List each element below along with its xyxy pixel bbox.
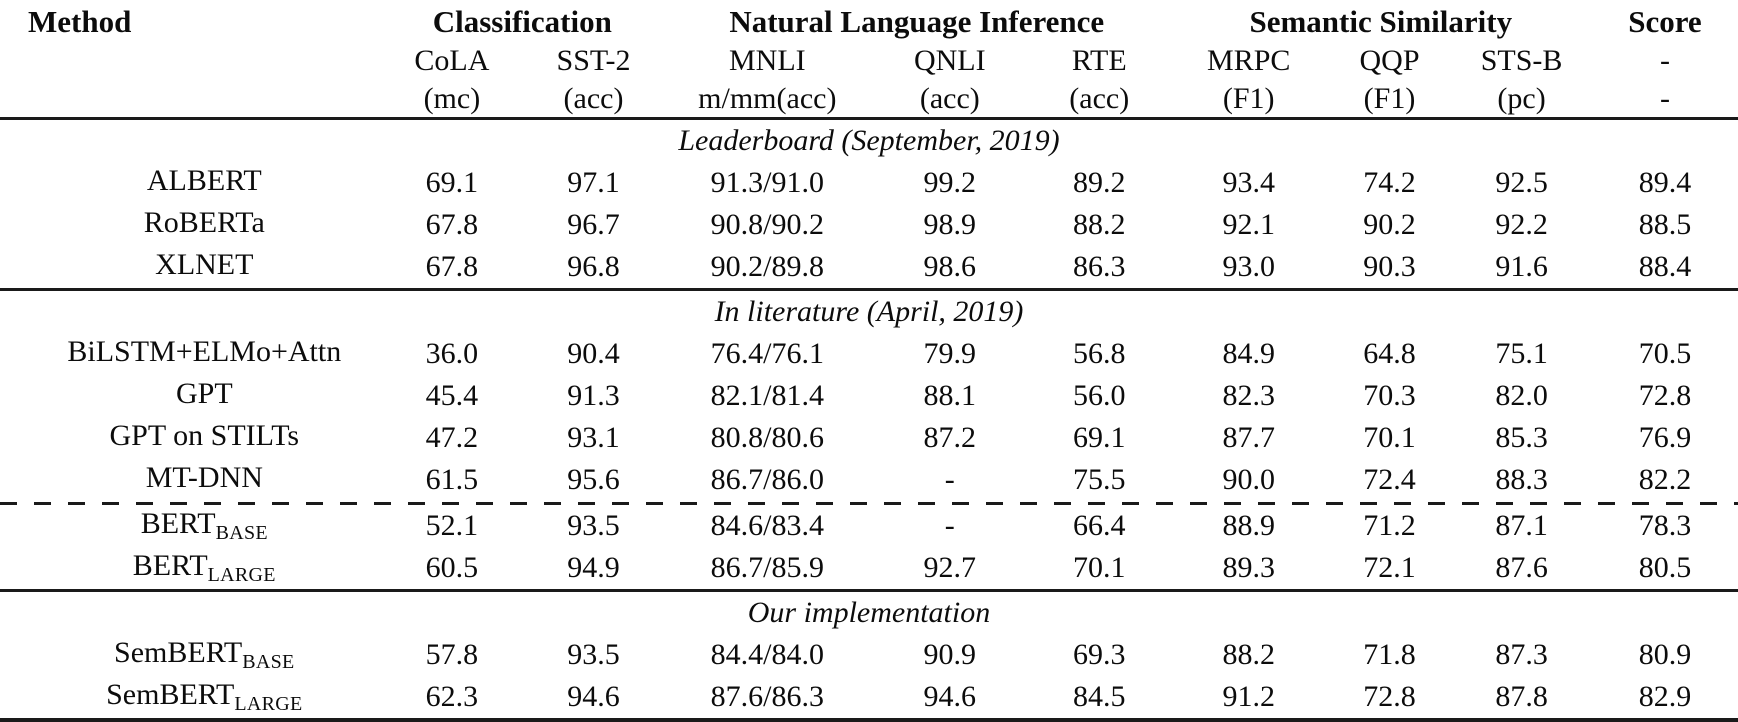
method-name: MT-DNN: [145, 461, 263, 494]
value-cell-score: 80.5: [1638, 551, 1692, 584]
value-cell-score: 89.4: [1638, 166, 1692, 199]
section-title: Leaderboard (September, 2019): [678, 124, 1060, 157]
task-header-qnli: QNLI: [913, 44, 986, 77]
value-cell-sst2: 93.5: [567, 509, 620, 542]
method-name: ALBERT: [146, 164, 262, 197]
task-header-mnli: MNLI: [728, 44, 806, 77]
task-header-rte: RTE: [1071, 44, 1127, 77]
value-cell-rte: 56.8: [1073, 337, 1126, 370]
value-cell-rte: 84.5: [1073, 680, 1126, 713]
group-header-score: Score: [1628, 4, 1702, 39]
task-header-empty: [0, 42, 381, 80]
value-cell-sst2: 91.3: [567, 379, 620, 412]
value-cell-mrpc: 90.0: [1222, 463, 1275, 496]
value-cell-stsb: 92.5: [1495, 166, 1548, 199]
task-header-sst2: SST-2: [556, 44, 631, 77]
value-cell-score: 70.5: [1638, 337, 1692, 370]
method-name: SemBERT: [106, 678, 235, 711]
value-cell-mrpc: 88.9: [1222, 509, 1275, 542]
method-name: XLNET: [155, 248, 254, 281]
value-cell-qqp: 72.1: [1363, 551, 1416, 584]
value-cell-qqp: 90.2: [1363, 208, 1416, 241]
task-header-qqp: QQP: [1359, 44, 1420, 77]
value-cell-sst2: 94.6: [567, 680, 620, 713]
value-cell-rte: 88.2: [1073, 208, 1126, 241]
section-header-leaderboard: [0, 119, 1738, 163]
value-cell-mnli: 76.4/76.1: [710, 337, 824, 370]
value-cell-qqp: 71.2: [1363, 509, 1416, 542]
method-cell: [0, 505, 381, 547]
value-cell-cola: 36.0: [425, 337, 479, 370]
method-subscript: BASE: [242, 651, 295, 673]
section-header-our-implementation: [0, 591, 1738, 635]
method-name: BiLSTM+ELMo+Attn: [67, 335, 342, 368]
table-row-roberta: [0, 204, 1738, 246]
value-cell-sst2: 90.4: [567, 337, 620, 370]
value-cell-mrpc: 93.4: [1222, 166, 1275, 199]
task-header-cola: CoLA: [414, 44, 490, 77]
metric-header-empty: [0, 80, 381, 119]
value-cell-mrpc: 88.2: [1222, 638, 1275, 671]
value-cell-stsb: 91.6: [1495, 250, 1548, 283]
value-cell-qqp: 64.8: [1363, 337, 1416, 370]
section-title: In literature (April, 2019): [0, 290, 1738, 334]
method-cell: [0, 547, 381, 591]
value-cell-score: 88.5: [1638, 208, 1692, 241]
value-cell-sst2: 96.8: [567, 250, 620, 283]
value-cell-qnli: -: [944, 463, 955, 496]
value-cell-qnli: 90.9: [923, 638, 977, 671]
value-cell-qnli: 88.1: [923, 379, 977, 412]
value-cell-rte: 66.4: [1073, 509, 1126, 542]
value-cell-mnli: 87.6/86.3: [710, 680, 824, 713]
value-cell-mnli: 82.1/81.4: [710, 379, 824, 412]
table-row-bert-large: [0, 547, 1738, 591]
value-cell-rte: 69.1: [1073, 421, 1126, 454]
value-cell-score: 88.4: [1638, 250, 1692, 283]
value-cell-qqp: 71.8: [1363, 638, 1416, 671]
value-cell-score: 76.9: [1638, 421, 1692, 454]
group-header-semantic-similarity: Semantic Similarity: [1249, 4, 1513, 39]
value-cell-cola: 60.5: [425, 551, 479, 584]
group-header-nli: Natural Language Inference: [729, 4, 1105, 39]
value-cell-qnli: -: [944, 509, 955, 542]
task-header-stsb: STS-B: [1480, 44, 1563, 77]
value-cell-qqp: 72.4: [1363, 463, 1416, 496]
metric-header-stsb: (pc): [1451, 80, 1592, 119]
method-name: SemBERT: [114, 636, 243, 669]
value-cell-cola: 67.8: [425, 250, 479, 283]
value-cell-mnli: 86.7/85.9: [710, 551, 824, 584]
method-cell: [0, 375, 381, 417]
value-cell-sst2: 93.1: [567, 421, 620, 454]
table-row-bert-base: [0, 505, 1738, 547]
table-row-albert: [0, 162, 1738, 204]
value-cell-mrpc: 89.3: [1222, 551, 1275, 584]
metric-header-sst2: (acc): [523, 80, 664, 119]
value-cell-stsb: 87.1: [1495, 509, 1548, 542]
value-cell-score: 72.8: [1638, 379, 1692, 412]
value-cell-mnli: 86.7/86.0: [710, 463, 824, 496]
value-cell-sst2: 94.9: [567, 551, 620, 584]
value-cell-cola: 52.1: [425, 509, 479, 542]
table-row-mt-dnn: [0, 459, 1738, 501]
value-cell-mrpc: 82.3: [1222, 379, 1275, 412]
metric-header-row: [0, 80, 1738, 119]
value-cell-stsb: 87.6: [1495, 551, 1548, 584]
metric-header-mrpc: (F1): [1170, 80, 1328, 119]
value-cell-mrpc: 93.0: [1222, 250, 1275, 283]
value-cell-score: 78.3: [1638, 509, 1692, 542]
value-cell-stsb: 85.3: [1495, 421, 1548, 454]
value-cell-sst2: 93.5: [567, 638, 620, 671]
value-cell-qqp: 74.2: [1363, 166, 1416, 199]
method-cell: [0, 676, 381, 720]
group-header-classification: Classification: [432, 4, 612, 39]
value-cell-stsb: 87.3: [1495, 638, 1548, 671]
value-cell-cola: 61.5: [425, 463, 479, 496]
method-cell: [0, 417, 381, 459]
method-subscript: BASE: [215, 522, 268, 544]
method-cell: [0, 204, 381, 246]
value-cell-qnli: 94.6: [923, 680, 977, 713]
metric-header-cola: (mc): [381, 80, 524, 119]
value-cell-rte: 70.1: [1073, 551, 1126, 584]
table-row-gpt-on-stilts: [0, 417, 1738, 459]
table-row-sembert-large: [0, 676, 1738, 720]
method-cell: [0, 246, 381, 290]
value-cell-score: 80.9: [1638, 638, 1692, 671]
value-cell-rte: 89.2: [1073, 166, 1126, 199]
method-name: GPT on STILTs: [109, 419, 300, 452]
table-row-sembert-base: [0, 634, 1738, 676]
method-subscript: LARGE: [207, 564, 276, 586]
value-cell-mnli: 90.8/90.2: [710, 208, 824, 241]
value-cell-qqp: 90.3: [1363, 250, 1416, 283]
value-cell-mnli: 84.6/83.4: [710, 509, 824, 542]
value-cell-sst2: 97.1: [567, 166, 620, 199]
method-cell: [0, 634, 381, 676]
glue-results-table: [0, 2, 1738, 722]
col-header-method: Method: [28, 4, 132, 39]
metric-header-qqp: (F1): [1328, 80, 1451, 119]
value-cell-sst2: 95.6: [567, 463, 620, 496]
metric-header-score: -: [1592, 80, 1738, 119]
value-cell-rte: 56.0: [1073, 379, 1126, 412]
value-cell-mnli: 90.2/89.8: [710, 250, 824, 283]
value-cell-qqp: 70.1: [1363, 421, 1416, 454]
value-cell-cola: 45.4: [425, 379, 479, 412]
value-cell-stsb: 92.2: [1495, 208, 1548, 241]
value-cell-score: 82.9: [1638, 680, 1692, 713]
metric-header-qnli: (acc): [871, 80, 1029, 119]
value-cell-stsb: 87.8: [1495, 680, 1548, 713]
metric-header-mnli: m/mm(acc): [664, 80, 871, 119]
section-title: Our implementation: [0, 591, 1738, 635]
value-cell-rte: 86.3: [1073, 250, 1126, 283]
value-cell-mrpc: 92.1: [1222, 208, 1275, 241]
value-cell-mrpc: 84.9: [1222, 337, 1275, 370]
value-cell-cola: 47.2: [425, 421, 479, 454]
value-cell-cola: 69.1: [425, 166, 479, 199]
value-cell-cola: 67.8: [425, 208, 479, 241]
value-cell-qqp: 72.8: [1363, 680, 1416, 713]
value-cell-rte: 75.5: [1073, 463, 1126, 496]
value-cell-cola: 57.8: [425, 638, 479, 671]
method-cell: [0, 459, 381, 501]
value-cell-stsb: 82.0: [1495, 379, 1548, 412]
section-header-literature: [0, 290, 1738, 334]
group-header-row: [0, 2, 1738, 42]
table-row-gpt: [0, 375, 1738, 417]
value-cell-qnli: 79.9: [923, 337, 977, 370]
value-cell-mnli: 91.3/91.0: [710, 166, 824, 199]
value-cell-qnli: 87.2: [923, 421, 977, 454]
method-cell: [0, 333, 381, 375]
method-subscript: LARGE: [234, 693, 303, 715]
value-cell-mrpc: 87.7: [1222, 421, 1275, 454]
table-row-bilstm-elmo-attn: [0, 333, 1738, 375]
value-cell-stsb: 75.1: [1495, 337, 1548, 370]
value-cell-mnli: 80.8/80.6: [710, 421, 824, 454]
value-cell-sst2: 96.7: [567, 208, 620, 241]
method-name: RoBERTa: [143, 206, 265, 239]
value-cell-qqp: 70.3: [1363, 379, 1416, 412]
value-cell-qnli: 92.7: [923, 551, 977, 584]
method-name: BERT: [140, 507, 216, 540]
value-cell-mrpc: 91.2: [1222, 680, 1275, 713]
method-name: BERT: [132, 549, 208, 582]
method-name: GPT: [175, 377, 233, 410]
task-header-mrpc: MRPC: [1207, 44, 1291, 77]
value-cell-stsb: 88.3: [1495, 463, 1548, 496]
method-cell: [0, 162, 381, 204]
task-header-row: [0, 42, 1738, 80]
table-row-xlnet: [0, 246, 1738, 290]
metric-header-rte: (acc): [1029, 80, 1170, 119]
value-cell-mnli: 84.4/84.0: [710, 638, 824, 671]
value-cell-qnli: 99.2: [923, 166, 977, 199]
value-cell-qnli: 98.6: [923, 250, 977, 283]
value-cell-rte: 69.3: [1073, 638, 1126, 671]
value-cell-qnli: 98.9: [923, 208, 977, 241]
task-header-score: -: [1659, 44, 1670, 77]
value-cell-cola: 62.3: [425, 680, 479, 713]
value-cell-score: 82.2: [1638, 463, 1692, 496]
